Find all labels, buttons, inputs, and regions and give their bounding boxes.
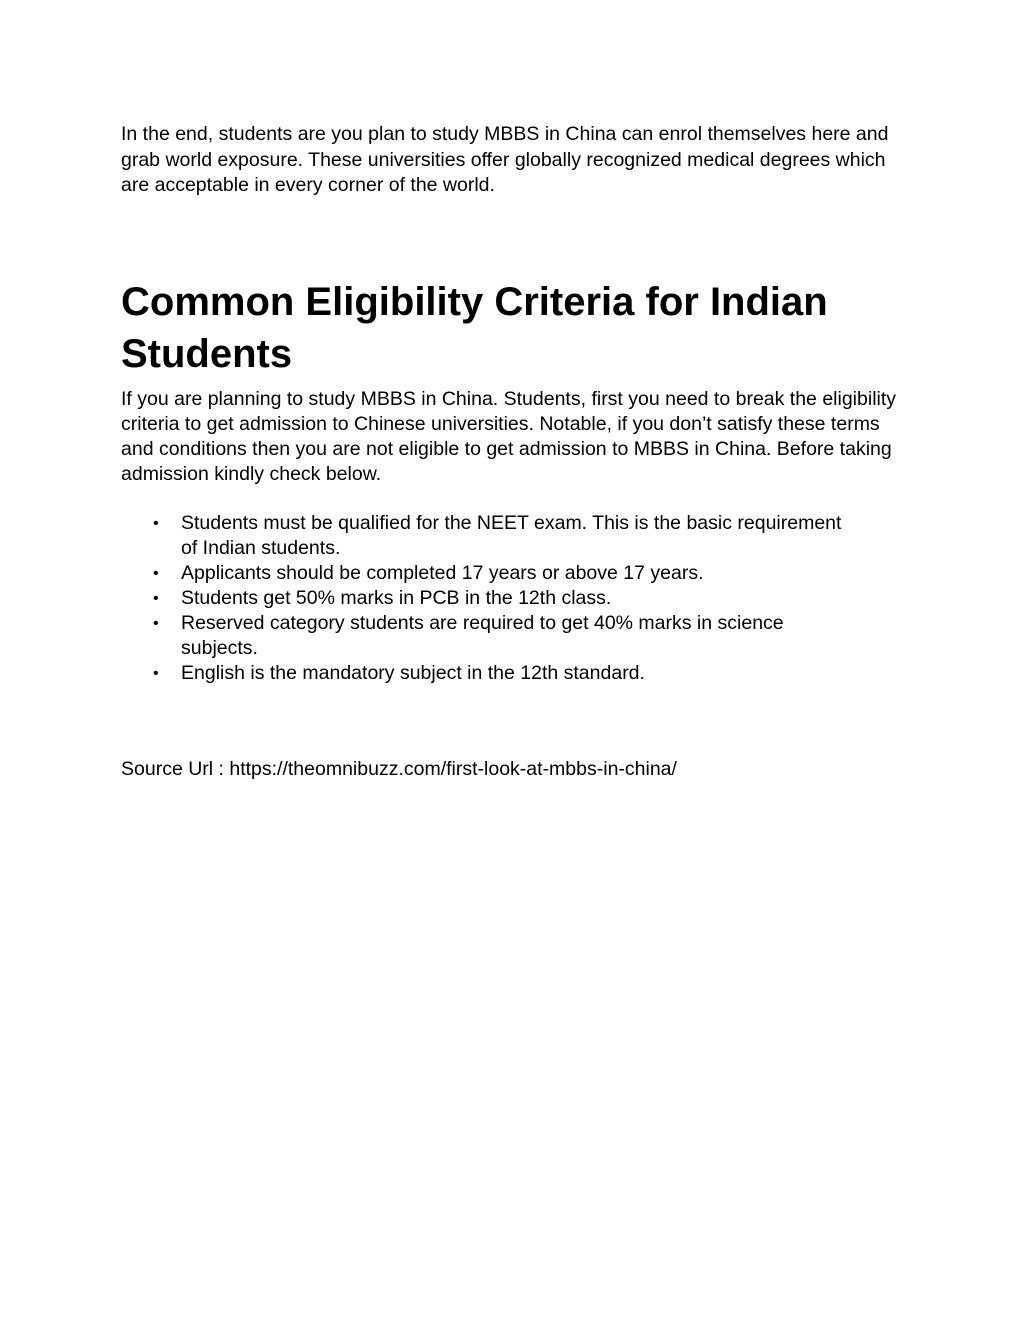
list-item [121, 586, 861, 611]
section-heading: Common Eligibility Criteria for Indian Students [121, 280, 828, 376]
eligibility-list [121, 511, 911, 686]
bullet-icon: • [153, 615, 159, 632]
list-item-text: Students get 50% marks in PCB in the 12th class. [181, 587, 612, 609]
list-item [121, 611, 861, 661]
intro-paragraph: In the end, students are you plan to study MBBS in China can enrol themselves here and grab world exposure. These universities offer globally recognized medical degrees which are acceptable in every corner of the world. [121, 123, 889, 196]
list-item [121, 661, 861, 686]
list-item-text: English is the mandatory subject in the 12th standard. [181, 662, 645, 684]
bullet-icon: • [153, 565, 159, 582]
source-url: Source Url : https://theomnibuzz.com/first-look-at-mbbs-in-china/ [121, 758, 677, 780]
list-item-text: Applicants should be completed 17 years or above 17 years. [181, 562, 704, 584]
list-item-text: Reserved category students are required to get 40% marks in science subjects. [181, 612, 784, 659]
bullet-icon: • [153, 590, 159, 607]
bullet-icon: • [153, 665, 159, 682]
list-item-text: Students must be qualified for the NEET exam. This is the basic requirement of Indian students. [181, 512, 842, 559]
bullet-icon: • [153, 515, 159, 532]
eligibility-paragraph: If you are planning to study MBBS in China. Students, first you need to break the eligibility criteria to get admission to Chinese universities. Notable, if you don’t satisfy these terms and conditions then you are not eligible to get admission to MBBS in China. Before taking admission kindly check below. [121, 388, 897, 485]
list-item [121, 561, 861, 586]
list-item [121, 511, 861, 561]
